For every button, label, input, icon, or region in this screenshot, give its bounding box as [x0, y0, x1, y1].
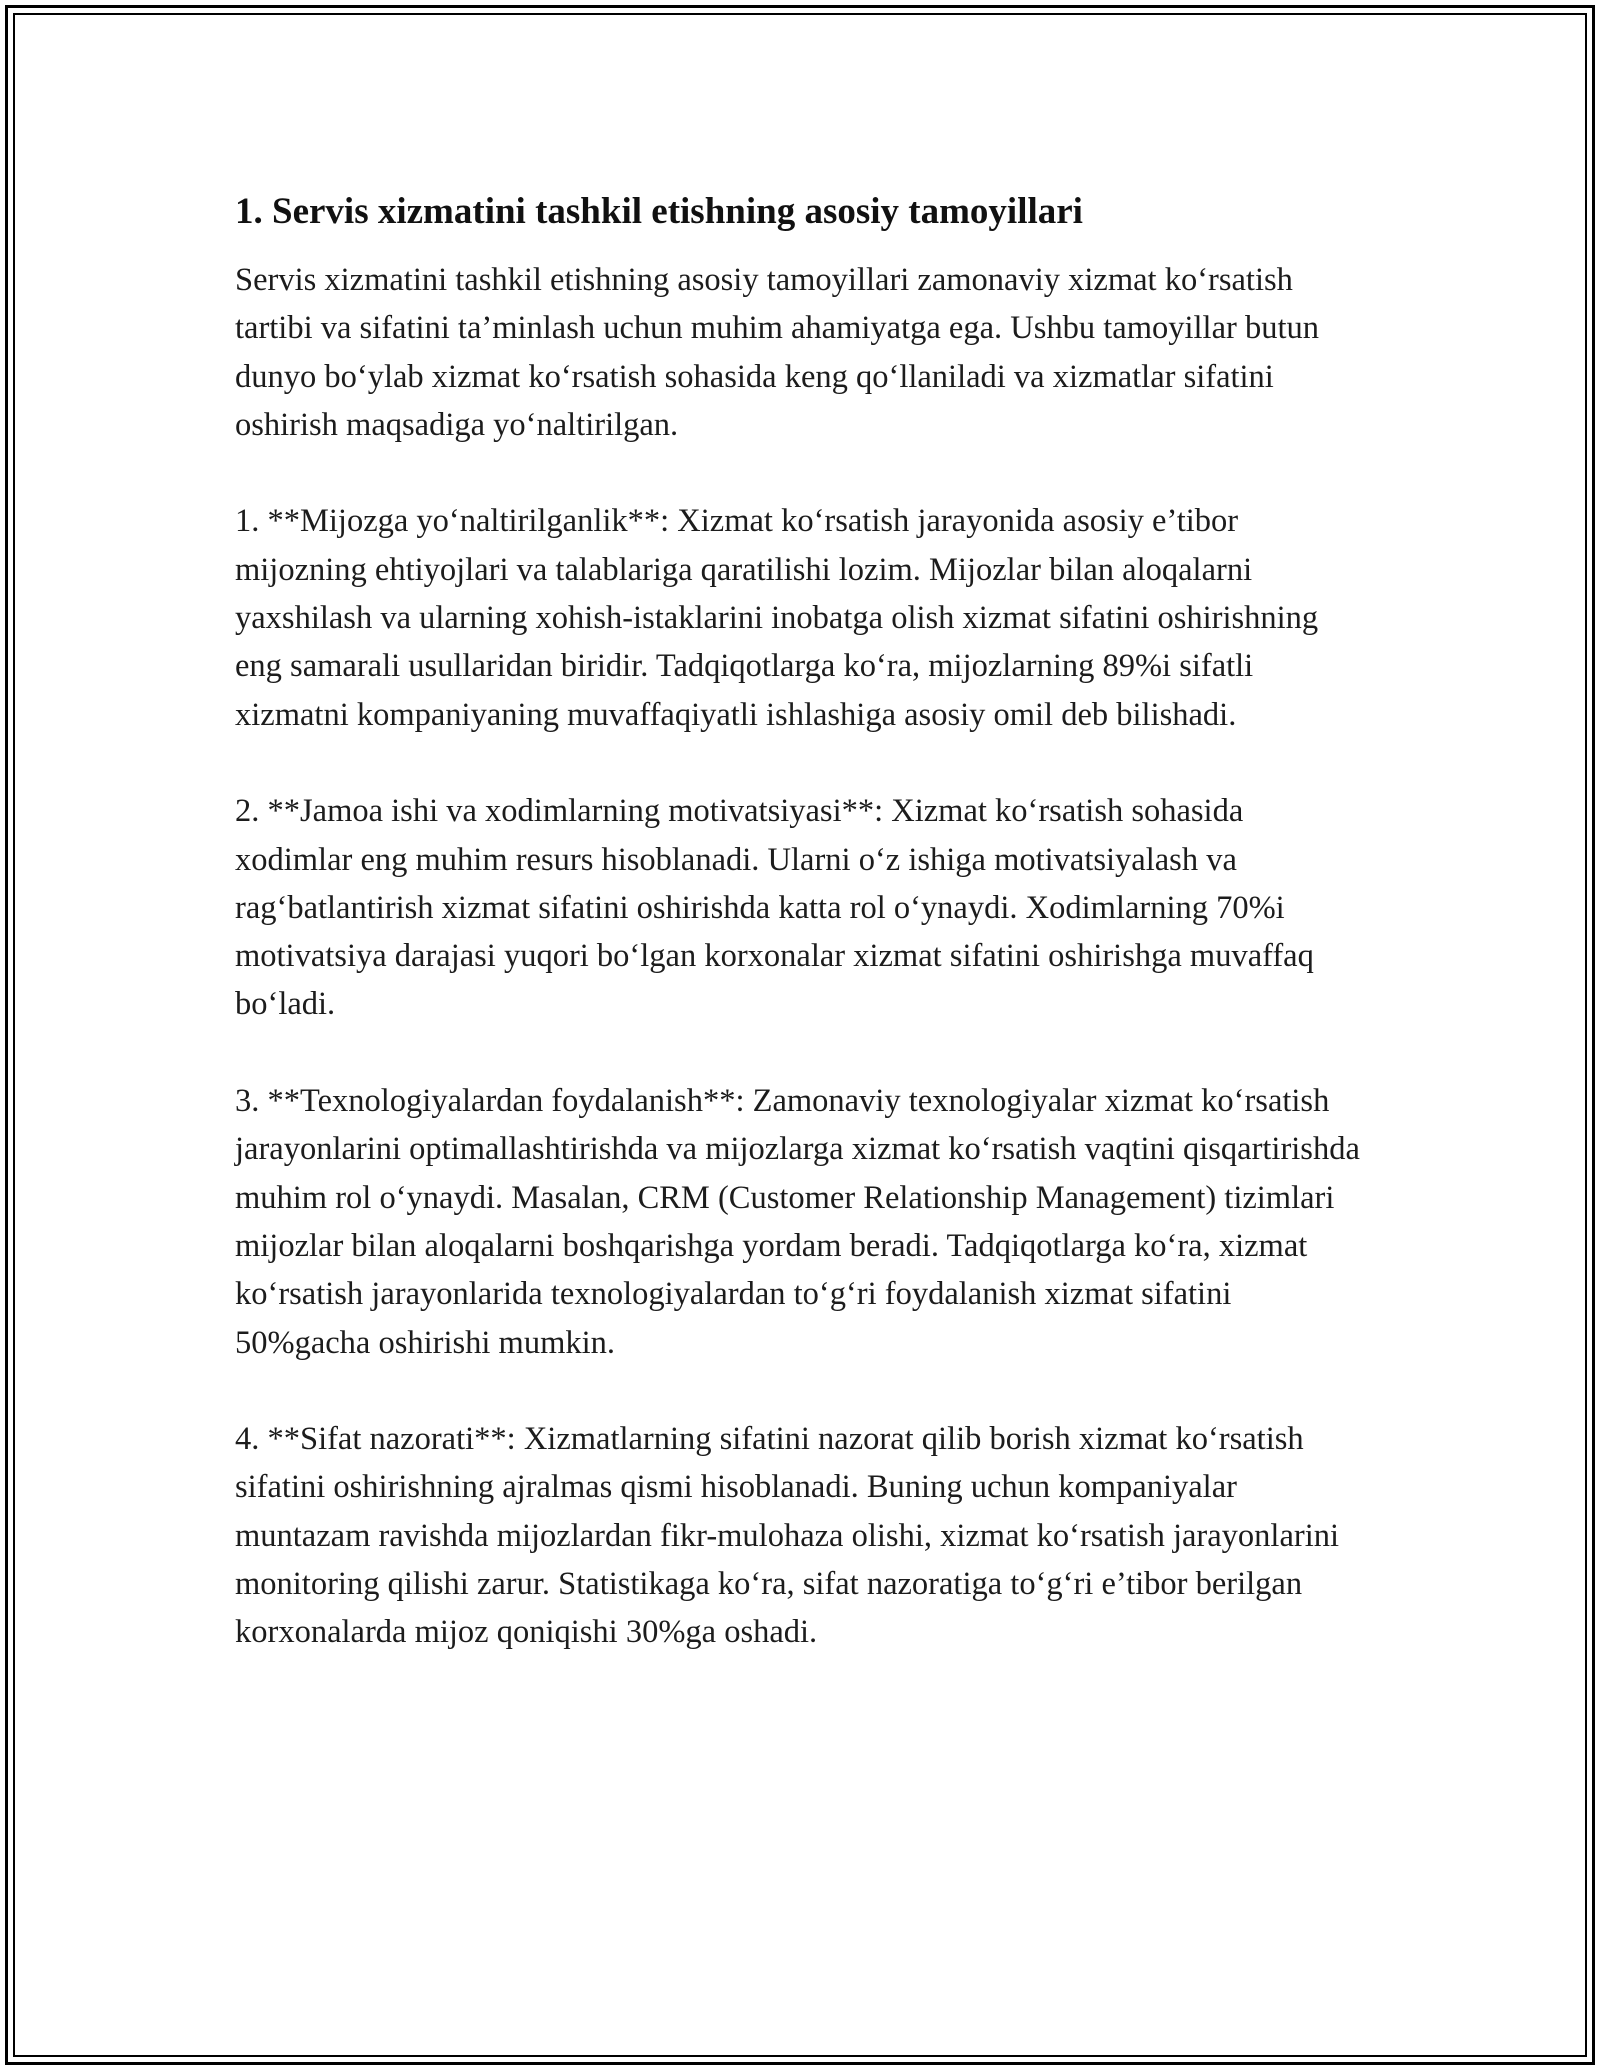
principle-paragraph-4: 4. **Sifat nazorati**: Xizmatlarning sifatini nazorat qilib borish xizmat ko‘rsatish sifatini oshirishning ajralmas qismi hisoblanadi. Buning uchun kompaniyalar muntazam ravishda mijozlardan fikr-mulohaza olishi, xizmat ko‘rsatish jarayonlarini monitoring qilishi zarur. Statistikaga ko‘ra, sifat nazoratiga to‘g‘ri e’tibor berilgan korxonalarda mijoz qoniqishi 30%ga oshadi. [235, 1421, 1340, 1651]
principle-paragraph-3: 3. **Texnologiyalardan foydalanish**: Zamonaviy texnologiyalar xizmat ko‘rsatish jarayonlarini optimallashtirishda va mijozlarga xizmat ko‘rsatish vaqtini qisqartirishda muhim rol o‘ynaydi. Masalan, CRM (Customer Relationship Management) tizimlari mijozlar bilan aloqalarni boshqarishga yordam beradi. Tadqiqotlarga ko‘ra, xizmat ko‘rsatish jarayonlarida texnologiyalardan to‘g‘ri foydalanish xizmat sifatini 50%gacha oshirishi mumkin. [235, 1083, 1360, 1361]
intro-paragraph: Servis xizmatini tashkil etishning asosiy tamoyillari zamonaviy xizmat ko‘rsatish tartibi va sifatini ta’minlash uchun muhim ahamiyatga ega. Ushbu tamoyillar butun dunyo bo‘ylab xizmat ko‘rsatish sohasida keng qo‘llaniladi va xizmatlar sifatini oshirish maqsadiga yo‘naltirilgan. [235, 262, 1319, 443]
section-title: 1. Servis xizmatini tashkil etishning asosiy tamoyillari [235, 191, 1083, 232]
principle-paragraph-1: 1. **Mijozga yo‘naltirilganlik**: Xizmat ko‘rsatish jarayonida asosiy e’tibor mijozning ehtiyojlari va talablariga qaratilishi lozim. Mijozlar bilan aloqalarni yaxshilash va ularning xohish-istaklarini inobatga olish xizmat sifatini oshirishning eng samarali usullaridan biridir. Tadqiqotlarga ko‘ra, mijozlarning 89%i sifatli xizmatni kompaniyaning muvaffaqiyatli ishlashiga asosiy omil deb bilishadi. [235, 503, 1319, 733]
principle-paragraph-2: 2. **Jamoa ishi va xodimlarning motivatsiyasi**: Xizmat ko‘rsatish sohasida xodimlar eng muhim resurs hisoblanadi. Ularni o‘z ishiga motivatsiyalash va rag‘batlantirish xizmat sifatini oshirishda katta rol o‘ynaydi. Xodimlarning 70%i motivatsiya darajasi yuqori bo‘lgan korxonalar xizmat sifatini oshirishga muvaffaq bo‘ladi. [235, 793, 1314, 1023]
document-body [235, 188, 1365, 1705]
